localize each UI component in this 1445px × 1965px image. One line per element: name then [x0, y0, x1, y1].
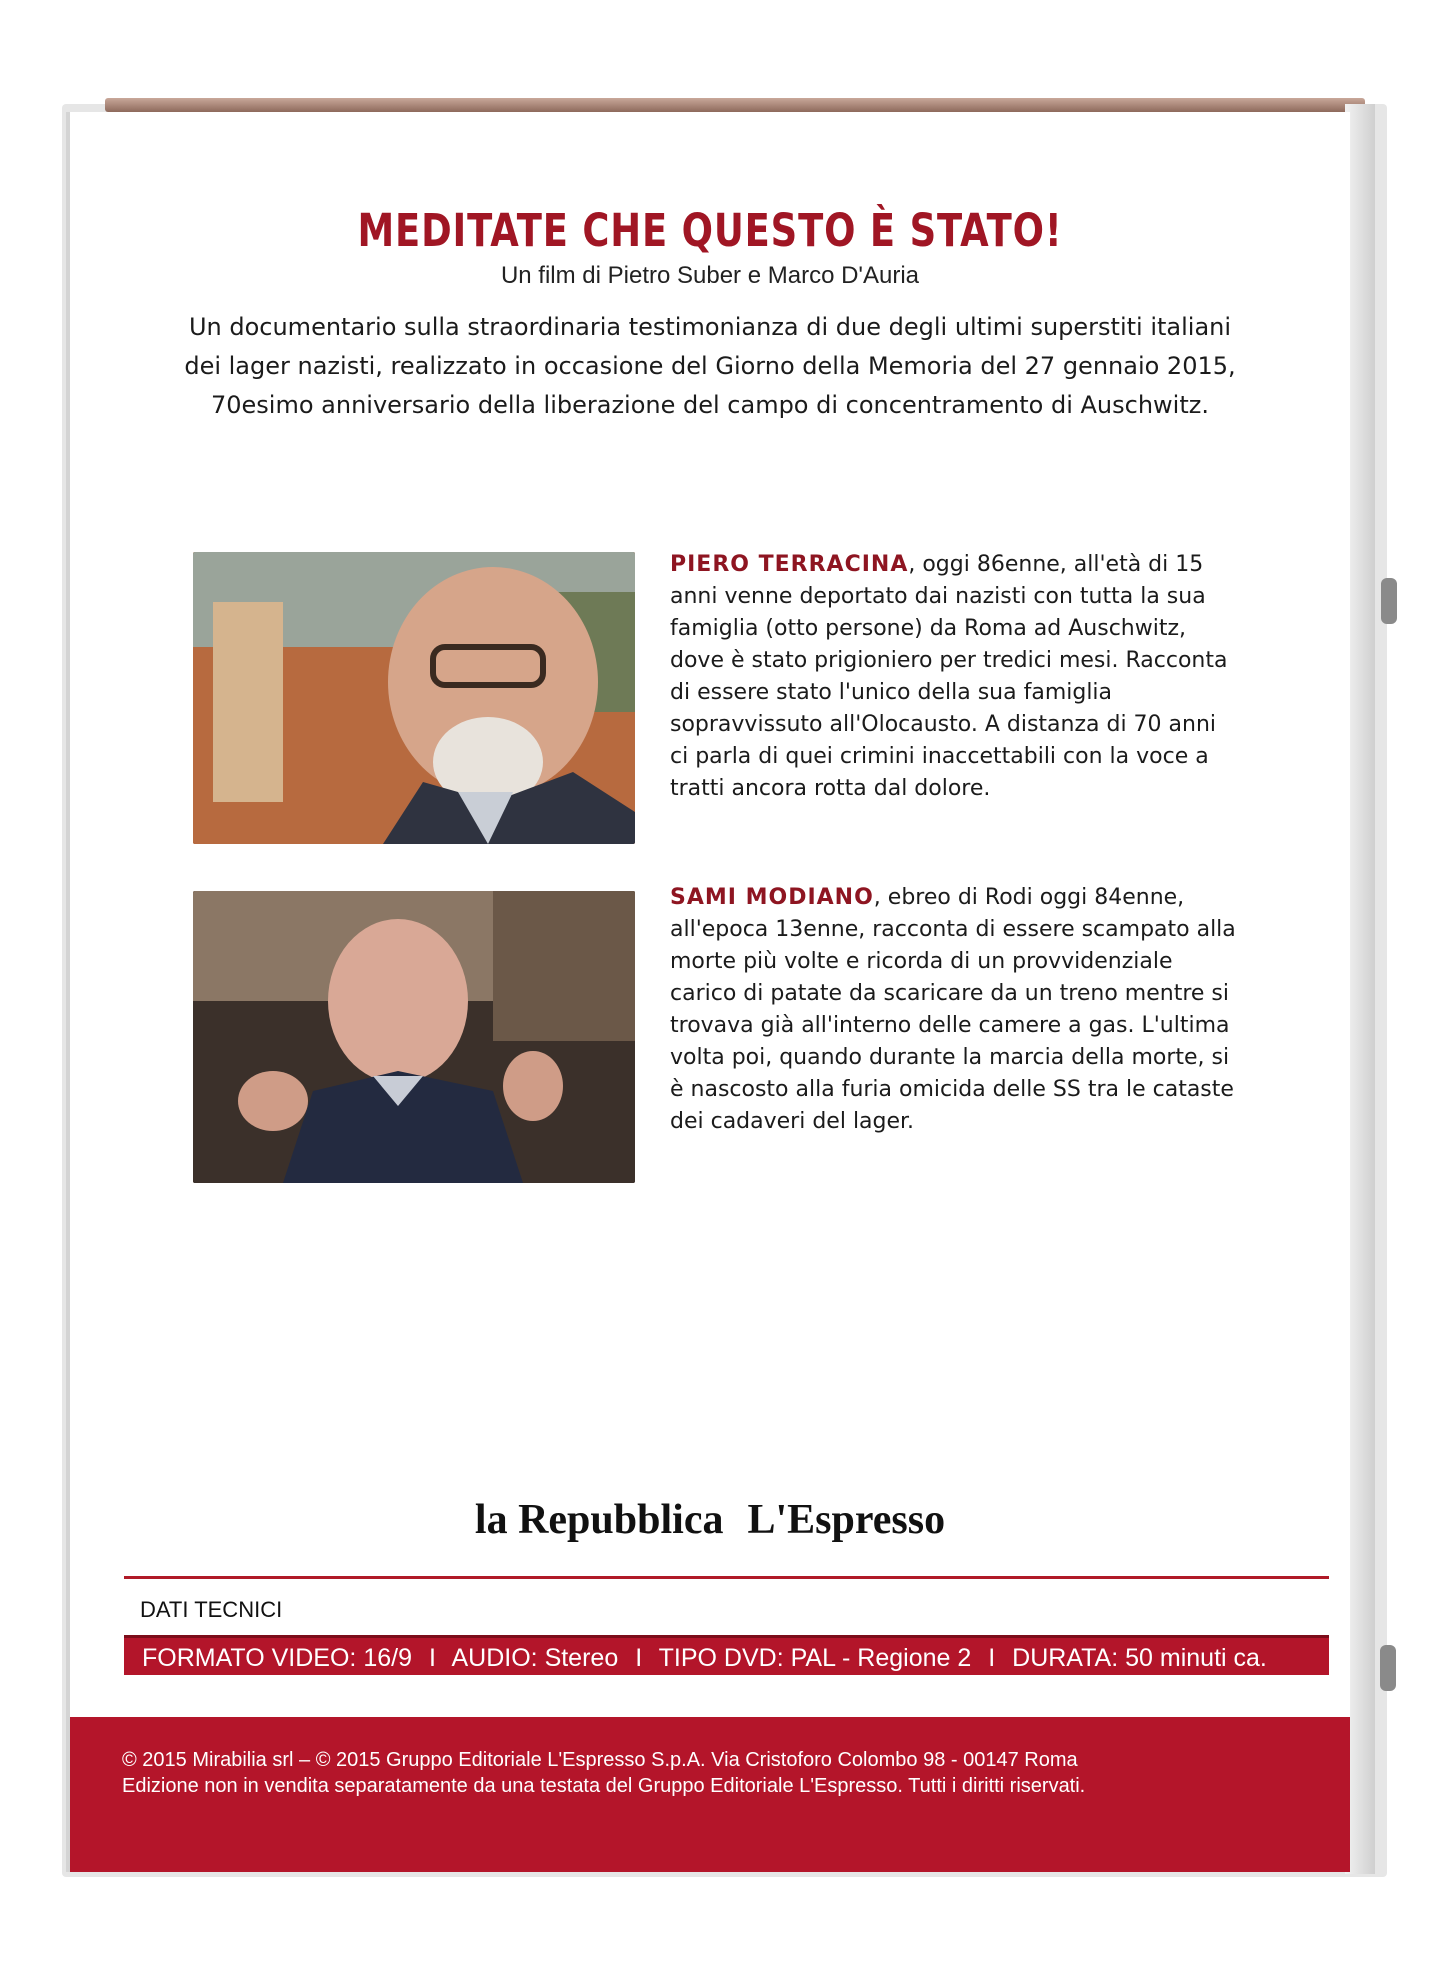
tech-separator: I — [988, 1644, 996, 1672]
copyright-footer — [70, 1717, 1350, 1872]
tech-value: 50 minuti ca. — [1125, 1644, 1267, 1672]
synopsis: Un documentario sulla straordinaria testimonianza di due degli ultimi superstiti italiani dei lager nazisti, realizzato in occasione del Giorno della Memoria del 27 gennaio 2015, 70esimo anniversario della liberazione del campo di concentramento di Auschwitz. — [184, 313, 1236, 419]
back-cover — [66, 112, 1350, 1872]
tech-data-label: DATI TECNICI — [140, 1597, 283, 1622]
divider — [124, 1576, 1329, 1579]
copyright-line: © 2015 Mirabilia srl – © 2015 Gruppo Editoriale L'Espresso S.p.A. Via Cristoforo Colombo 98 - 00147 Roma — [122, 1749, 1078, 1771]
case-hinge — [1380, 1645, 1396, 1691]
publisher-logos — [70, 1496, 1350, 1544]
tech-value: PAL - Regione 2 — [790, 1644, 972, 1672]
photo-piero-terracina — [193, 552, 635, 844]
bio-piero-terracina — [670, 549, 1240, 805]
tech-separator: I — [635, 1644, 643, 1672]
case-top-edge — [105, 98, 1365, 112]
copyright-line: Edizione non in vendita separatamente da una testata del Gruppo Editoriale L'Espresso. Tutti i diritti riservati. — [122, 1775, 1086, 1797]
tech-key: DURATA: — [1012, 1644, 1119, 1672]
bio-sami-modiano — [670, 882, 1240, 1138]
bio-text: , oggi 86enne, all'età di 15 anni venne deportato dai nazisti con tutta la sua famiglia (otto persone) da Roma ad Auschwitz, dove è stato prigioniero per tredici mesi. Racconta di essere stato l'unico della sua famiglia sopravvissuto all'Olocausto. A distanza di 70 anni ci parla di quei crimini inaccettabili con la voce a tratti ancora rotta dal dolore. — [670, 552, 1228, 801]
case-hinge — [1381, 578, 1397, 624]
photo-sami-modiano — [193, 891, 635, 1183]
bio-name: PIERO TERRACINA — [670, 552, 909, 577]
tech-key: FORMATO VIDEO: — [142, 1644, 357, 1672]
tech-value: 16/9 — [363, 1644, 412, 1672]
film-credits: Un film di Pietro Suber e Marco D'Auria — [500, 262, 920, 289]
tech-key: TIPO DVD: — [658, 1644, 784, 1672]
la-repubblica-logo: la Repubblica — [474, 1497, 724, 1543]
tech-separator: I — [428, 1644, 436, 1672]
tech-key: AUDIO: — [451, 1644, 538, 1672]
copyright-text — [122, 1747, 1322, 1799]
lespresso-logo: L'Espresso — [747, 1497, 946, 1543]
film-title: MEDITATE CHE QUESTO È STATO! — [357, 204, 1063, 257]
tech-data-bar — [124, 1635, 1329, 1675]
tech-value: Stereo — [544, 1644, 619, 1672]
bio-name: SAMI MODIANO — [670, 885, 874, 910]
bio-text: , ebreo di Rodi oggi 84enne, all'epoca 13enne, racconta di essere scampato alla morte più volte e ricorda di un provvidenziale carico di patate da scaricare da un treno mentre si trovava già all'interno delle camere a gas. L'ultima volta poi, quando durante la marcia della morte, si è nascosto alla furia omicida delle SS tra le cataste dei cadaveri del lager. — [670, 885, 1236, 1134]
